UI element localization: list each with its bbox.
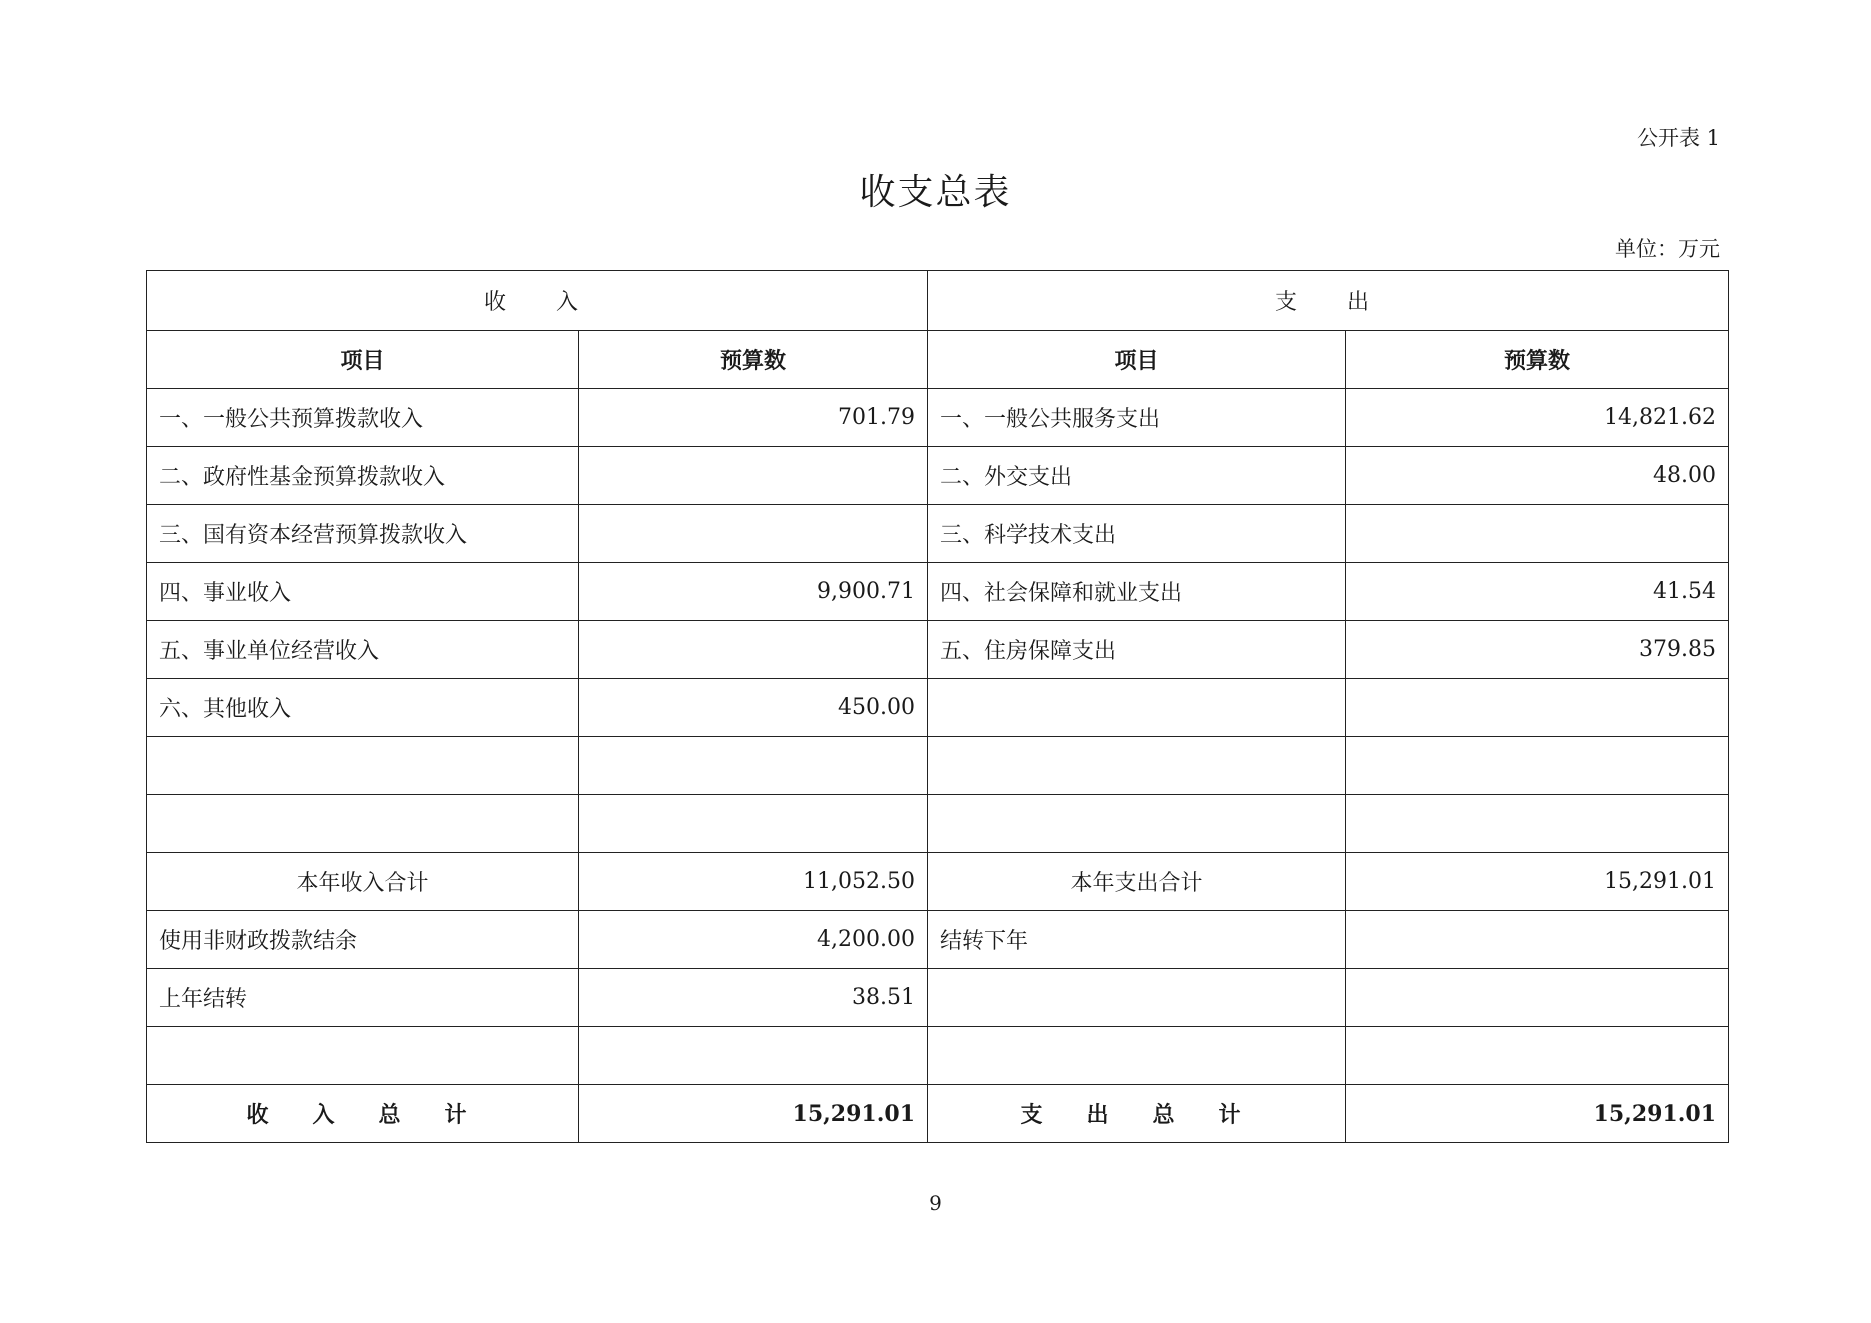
table-row	[147, 447, 1729, 505]
income-item-cell	[147, 795, 579, 853]
table-row	[147, 621, 1729, 679]
income-value-cell	[579, 1027, 928, 1085]
expense-item-cell	[928, 1027, 1346, 1085]
income-item-cell	[147, 737, 579, 795]
income-total-label: 收入总计	[147, 1085, 579, 1143]
expense-item-cell: 五、住房保障支出	[928, 621, 1346, 679]
expense-item-cell	[928, 737, 1346, 795]
income-value-cell: 4,200.00	[579, 911, 928, 969]
expense-value-cell: 41.54	[1346, 563, 1729, 621]
income-value-cell	[579, 621, 928, 679]
income-section-header: 收入	[147, 271, 928, 331]
table-row	[147, 795, 1729, 853]
page-number: 9	[929, 1191, 942, 1215]
income-item-cell	[147, 1027, 579, 1085]
income-item-cell: 二、政府性基金预算拨款收入	[147, 447, 579, 505]
income-value-cell: 9,900.71	[579, 563, 928, 621]
expense-item-cell: 二、外交支出	[928, 447, 1346, 505]
expense-value-cell	[1346, 969, 1729, 1027]
table-row	[147, 911, 1729, 969]
grand-total-row	[147, 1085, 1729, 1143]
income-value-cell	[579, 737, 928, 795]
income-item-cell: 上年结转	[147, 969, 579, 1027]
expense-budget-column-header: 预算数	[1346, 331, 1729, 389]
expense-section-header: 支出	[928, 271, 1729, 331]
table-row	[147, 1027, 1729, 1085]
budget-table	[146, 270, 1729, 1143]
income-item-cell: 一、一般公共预算拨款收入	[147, 389, 579, 447]
income-item-cell: 三、国有资本经营预算拨款收入	[147, 505, 579, 563]
income-budget-column-header: 预算数	[579, 331, 928, 389]
expense-item-cell: 三、科学技术支出	[928, 505, 1346, 563]
income-item-cell: 六、其他收入	[147, 679, 579, 737]
expense-total-value: 15,291.01	[1346, 1085, 1729, 1143]
income-item-column-header: 项目	[147, 331, 579, 389]
income-total-value: 15,291.01	[579, 1085, 928, 1143]
income-item-cell: 使用非财政拨款结余	[147, 911, 579, 969]
expense-value-cell	[1346, 737, 1729, 795]
expense-item-cell: 结转下年	[928, 911, 1346, 969]
income-subtotal-label: 本年收入合计	[147, 853, 579, 911]
subtotal-row	[147, 853, 1729, 911]
section-header-row	[147, 271, 1729, 331]
expense-item-cell: 四、社会保障和就业支出	[928, 563, 1346, 621]
expense-item-cell	[928, 679, 1346, 737]
table-row	[147, 389, 1729, 447]
expense-total-label: 支出总计	[928, 1085, 1346, 1143]
table-row	[147, 563, 1729, 621]
expense-item-column-header: 项目	[928, 331, 1346, 389]
table-row	[147, 679, 1729, 737]
income-item-cell: 五、事业单位经营收入	[147, 621, 579, 679]
table-row	[147, 969, 1729, 1027]
expense-value-cell: 379.85	[1346, 621, 1729, 679]
income-value-cell	[579, 505, 928, 563]
form-label: 公开表 1	[1636, 126, 1720, 150]
income-value-cell: 450.00	[579, 679, 928, 737]
expense-subtotal-label: 本年支出合计	[928, 853, 1346, 911]
expense-value-cell	[1346, 505, 1729, 563]
page-title: 收支总表	[859, 172, 1012, 213]
income-value-cell	[579, 447, 928, 505]
expense-value-cell	[1346, 795, 1729, 853]
income-item-cell: 四、事业收入	[147, 563, 579, 621]
expense-subtotal-value: 15,291.01	[1346, 853, 1729, 911]
expense-item-cell	[928, 969, 1346, 1027]
unit-label: 单位：万元	[1615, 237, 1720, 261]
income-subtotal-value: 11,052.50	[579, 853, 928, 911]
column-header-row	[147, 331, 1729, 389]
income-value-cell	[579, 795, 928, 853]
expense-value-cell: 14,821.62	[1346, 389, 1729, 447]
table-row	[147, 505, 1729, 563]
expense-value-cell	[1346, 1027, 1729, 1085]
table-row	[147, 737, 1729, 795]
income-value-cell: 38.51	[579, 969, 928, 1027]
income-value-cell: 701.79	[579, 389, 928, 447]
expense-value-cell	[1346, 911, 1729, 969]
expense-item-cell: 一、一般公共服务支出	[928, 389, 1346, 447]
expense-value-cell	[1346, 679, 1729, 737]
expense-item-cell	[928, 795, 1346, 853]
expense-value-cell: 48.00	[1346, 447, 1729, 505]
